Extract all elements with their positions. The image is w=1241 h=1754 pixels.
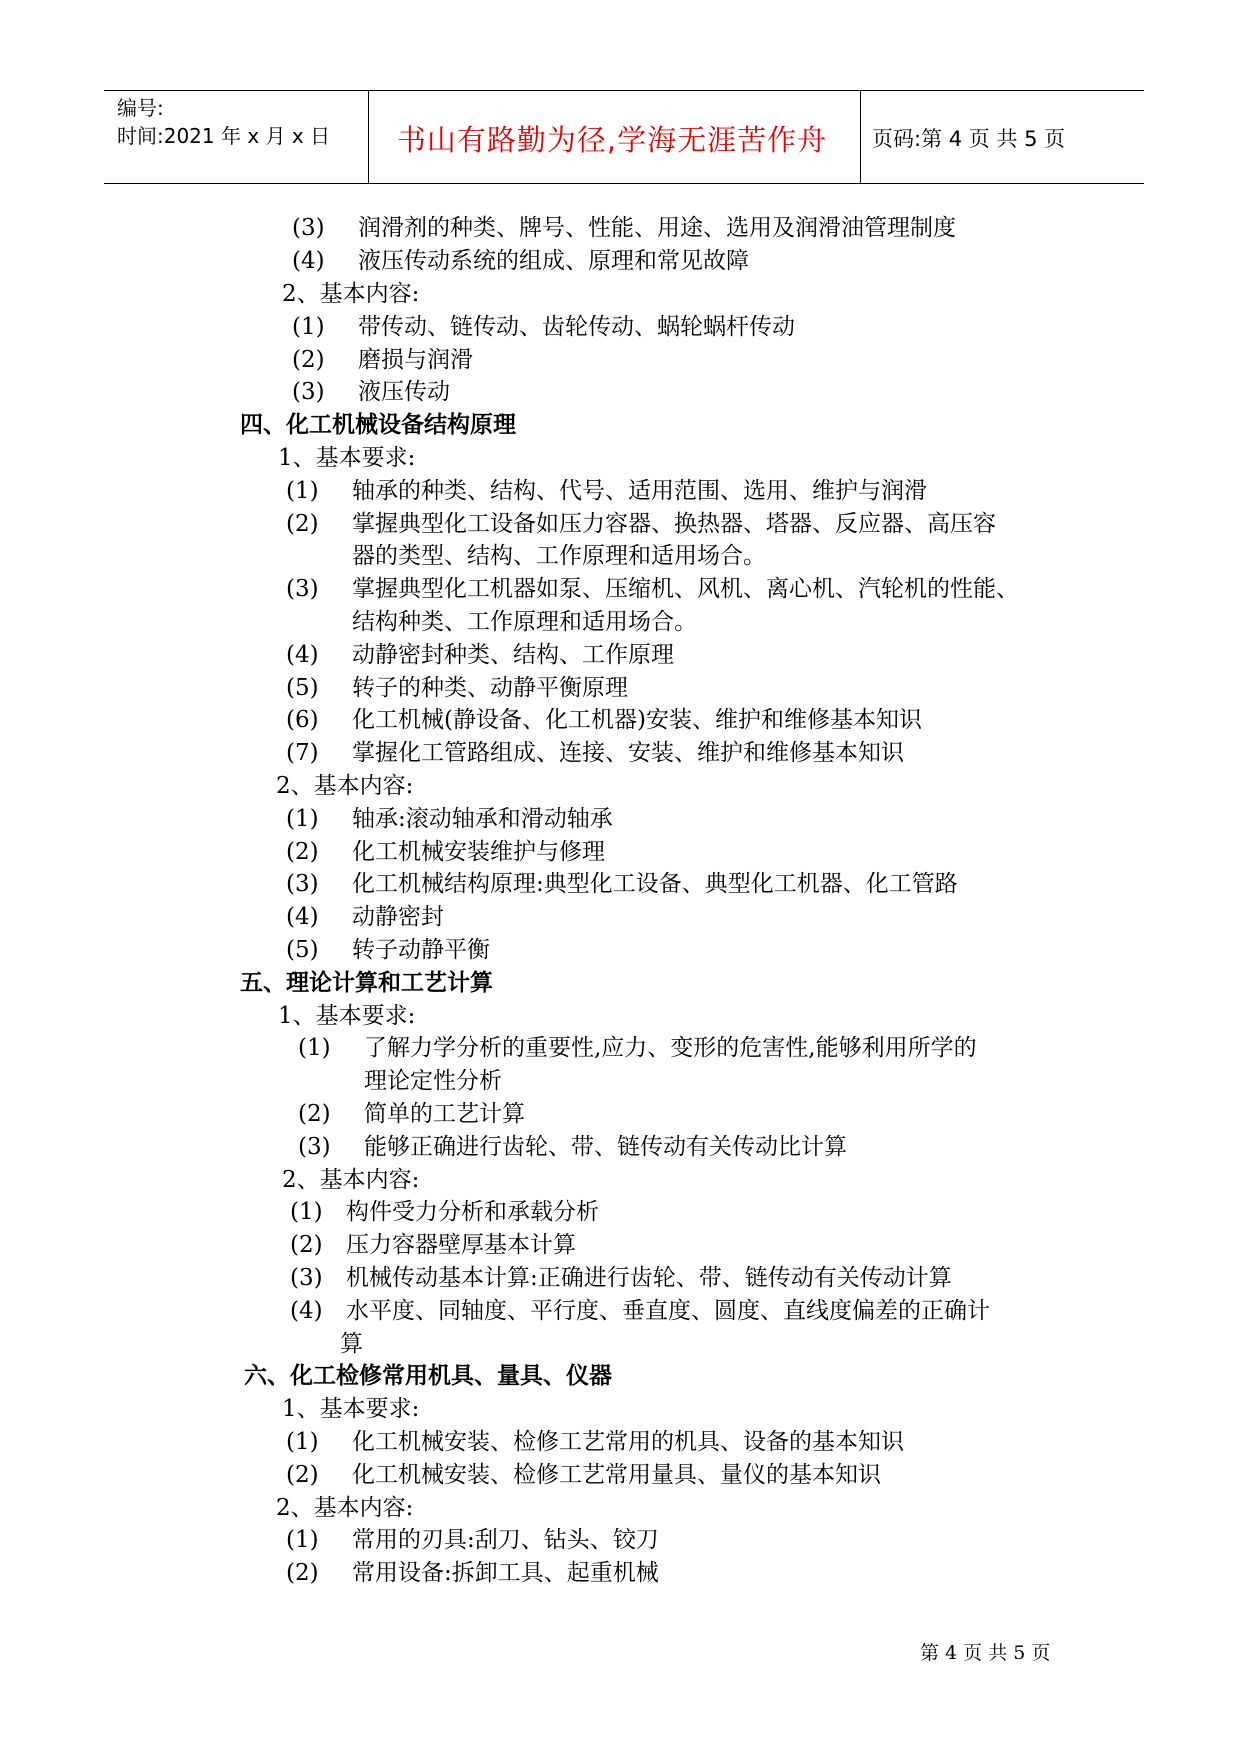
line-19: (1) 轴承:滚动轴承和滑动轴承	[286, 806, 613, 832]
line-23: (5) 转子动静平衡	[286, 937, 490, 963]
header-divider-right	[860, 90, 861, 183]
line-18: 2、基本内容:	[276, 773, 414, 799]
line-34: (4) 水平度、同轴度、平行度、垂直度、圆度、直线度偏差的正确计	[290, 1298, 990, 1324]
line-17: (7) 掌握化工管路组成、连接、安装、维护和维修基本知识	[286, 740, 904, 766]
line-37: 1、基本要求:	[282, 1396, 420, 1422]
line-22: (4) 动静密封	[286, 904, 444, 930]
line-3: 2、基本内容:	[282, 281, 420, 307]
line-30: 2、基本内容:	[282, 1167, 420, 1193]
time-label: 时间:2021 年 x 月 x 日	[117, 124, 331, 148]
line-35: 算	[340, 1331, 363, 1357]
header-meta	[117, 94, 330, 150]
serial-label: 编号:	[117, 96, 164, 120]
line-12: (3) 掌握典型化工机器如泵、压缩机、风机、离心机、汽轮机的性能、	[286, 576, 1019, 602]
line-8: 1、基本要求:	[278, 445, 416, 471]
line-40: 2、基本内容:	[276, 1495, 414, 1521]
line-6: (3) 液压传动	[292, 379, 450, 405]
section-heading-4: 四、化工机械设备结构原理	[240, 412, 516, 438]
line-1: (3) 润滑剂的种类、牌号、性能、用途、选用及润滑油管理制度	[292, 215, 956, 241]
section-heading-6: 六、化工检修常用机具、量具、仪器	[244, 1363, 612, 1389]
header-top-rule	[104, 90, 1144, 91]
line-11: 器的类型、结构、工作原理和适用场合。	[352, 543, 766, 569]
line-20: (2) 化工机械安装维护与修理	[286, 839, 605, 865]
line-4: (1) 带传动、链传动、齿轮传动、蜗轮蜗杆传动	[292, 314, 795, 340]
line-14: (4) 动静密封种类、结构、工作原理	[286, 642, 674, 668]
line-39: (2) 化工机械安装、检修工艺常用量具、量仪的基本知识	[286, 1462, 881, 1488]
line-13: 结构种类、工作原理和适用场合。	[352, 609, 697, 635]
header-motto: 书山有路勤为径,学海无涯苦作舟	[396, 123, 828, 157]
page-footer: 第 4 页 共 5 页	[920, 1642, 1051, 1664]
line-31: (1) 构件受力分析和承载分析	[290, 1199, 599, 1225]
line-33: (3) 机械传动基本计算:正确进行齿轮、带、链传动有关传动计算	[290, 1265, 952, 1291]
line-42: (2) 常用设备:拆卸工具、起重机械	[286, 1560, 659, 1586]
line-32: (2) 压力容器壁厚基本计算	[290, 1232, 576, 1258]
line-9: (1) 轴承的种类、结构、代号、适用范围、选用、维护与润滑	[286, 478, 927, 504]
section-heading-5: 五、理论计算和工艺计算	[240, 970, 493, 996]
line-2: (4) 液压传动系统的组成、原理和常见故障	[292, 248, 749, 274]
line-27: 理论定性分析	[364, 1068, 502, 1094]
line-26: (1) 了解力学分析的重要性,应力、变形的危害性,能够利用所学的	[298, 1035, 977, 1061]
header-page-info: 页码:第 4 页 共 5 页	[872, 127, 1066, 151]
line-15: (5) 转子的种类、动静平衡原理	[286, 675, 628, 701]
line-10: (2) 掌握典型化工设备如压力容器、换热器、塔器、反应器、高压容	[286, 511, 996, 537]
line-25: 1、基本要求:	[278, 1003, 416, 1029]
line-16: (6) 化工机械(静设备、化工机器)安装、维护和维修基本知识	[286, 707, 922, 733]
line-28: (2) 简单的工艺计算	[298, 1101, 525, 1127]
line-21: (3) 化工机械结构原理:典型化工设备、典型化工机器、化工管路	[286, 871, 958, 897]
line-41: (1) 常用的刃具:刮刀、钻头、铰刀	[286, 1527, 659, 1553]
line-38: (1) 化工机械安装、检修工艺常用的机具、设备的基本知识	[286, 1429, 904, 1455]
line-29: (3) 能够正确进行齿轮、带、链传动有关传动比计算	[298, 1134, 847, 1160]
header-bottom-rule	[104, 183, 1144, 184]
line-5: (2) 磨损与润滑	[292, 347, 473, 373]
header-divider-left	[368, 90, 369, 183]
